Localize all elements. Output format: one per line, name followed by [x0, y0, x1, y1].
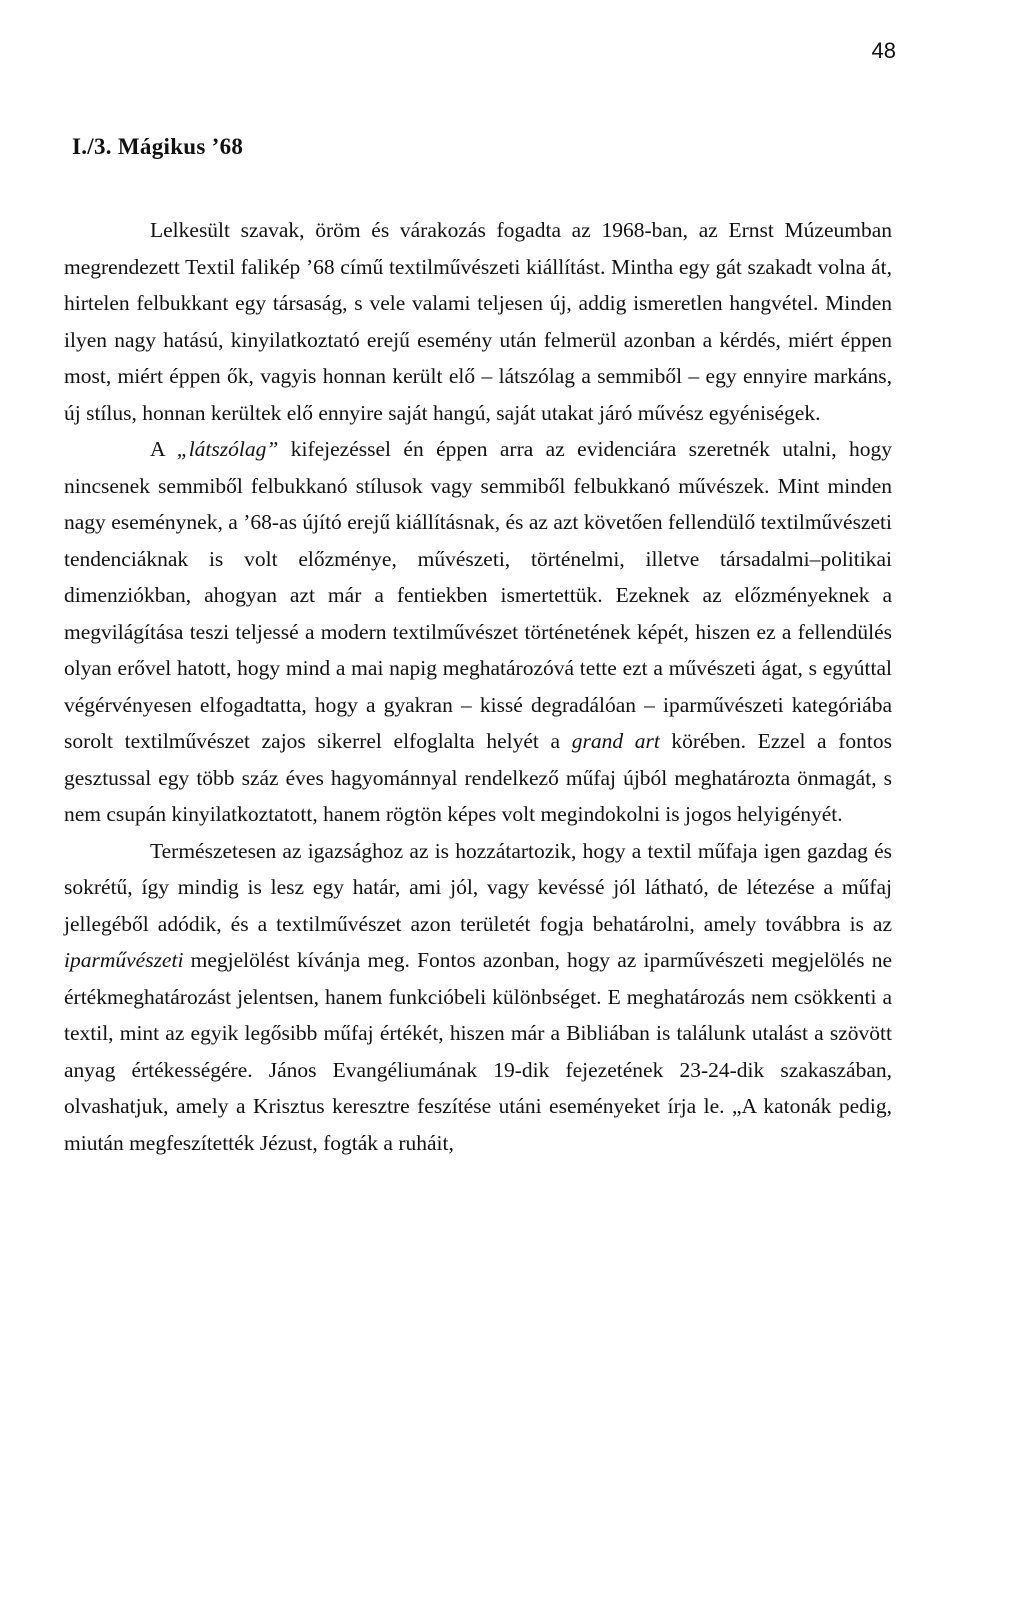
- body-text: [64, 212, 892, 1161]
- paragraph-3: [64, 833, 892, 1162]
- paragraph-2-italic-latszolag: „látszólag”: [176, 437, 279, 461]
- paragraph-2-text-b: kifejezéssel én éppen arra az evidenciára szeretnék utalni, hogy nincsenek semmiből felbukkanó stílusok vagy semmiből felbukkanó művészek. Mint minden nagy eseménynek, a ’68-as újító erejű kiállításnak, és az azt követően fellendülő textilművészeti tendenciáknak is volt előzménye, művészeti, történelmi, illetve társadalmi–politikai dimenziókban, ahogyan azt már a fentiekben ismertettük. Ezeknek az előzményeknek a megvilágítása teszi teljessé a modern textilművészet történetének képét, hiszen ez a fellendülés olyan erővel hatott, hogy mind a mai napig meghatározóvá tette ezt a művészeti ágat, s egyúttal végérvényesen elfogadtatta, hogy a gyakran – kissé degradálóan – iparművészeti kategóriába sorolt textilművészet zajos sikerrel elfoglalta helyét a: [64, 437, 892, 753]
- page-number: 48: [871, 38, 896, 63]
- paragraph-2-italic-grand-art: grand art: [571, 729, 660, 753]
- section-heading: I./3. Mágikus ’68: [72, 134, 244, 159]
- paragraph-2-text-a: A: [150, 437, 177, 461]
- paragraph-3-text-a: Természetesen az igazsághoz az is hozzátartozik, hogy a textil műfaja igen gazdag és sokrétű, így mindig is lesz egy határ, ami jól, vagy kevéssé jól látható, de létezése a műfaj jellegéből adódik, és a textilművészet azon területét fogja behatárolni, amely továbbra is az: [64, 838, 892, 936]
- paragraph-3-text-b: megjelölést kívánja meg. Fontos azonban, hogy az iparművészeti megjelölés ne értékmeghatározást jelentsen, hanem funkcióbeli különbséget. E meghatározás nem csökkenti a textil, mint az egyik legősibb műfaj értékét, hiszen már a Bibliában is találunk utalást a szövött anyag értékességére. János Evangéliumának 19-dik fejezetének 23-24-dik szakaszában, olvashatjuk, amely a Krisztus keresztre feszítése utáni eseményeket írja le. „A katonák pedig, miután megfeszítették Jézust, fogták a ruháit,: [64, 948, 892, 1155]
- paragraph-2-text-c: körében. Ezzel a fontos gesztussal egy több száz éves hagyománnyal rendelkező műfaj újból meghatározta önmagát, s nem csupán kinyilatkoztatott, hanem rögtön képes volt megindokolni is jogos helyigényét.: [64, 729, 892, 826]
- paragraph-3-italic-iparmuveszeti: iparművészeti: [64, 948, 184, 972]
- paragraph-1-text: Lelkesült szavak, öröm és várakozás fogadta az 1968-ban, az Ernst Múzeumban megrendezett Textil falikép ’68 című textilművészeti kiállítást. Mintha egy gát szakadt volna át, hirtelen felbukkant egy társaság, s vele valami teljesen új, addig ismeretlen hangvétel. Minden ilyen nagy hatású, kinyilatkoztató erejű esemény után felmerül azonban a kérdés, miért éppen most, miért éppen ők, vagyis honnan került elő – látszólag a semmiből – egy ennyire markáns, új stílus, honnan kerültek elő ennyire saját hangú, saját utakat járó művész egyéniségek.: [64, 218, 892, 425]
- paragraph-2: [64, 431, 892, 833]
- paragraph-1: [64, 212, 892, 431]
